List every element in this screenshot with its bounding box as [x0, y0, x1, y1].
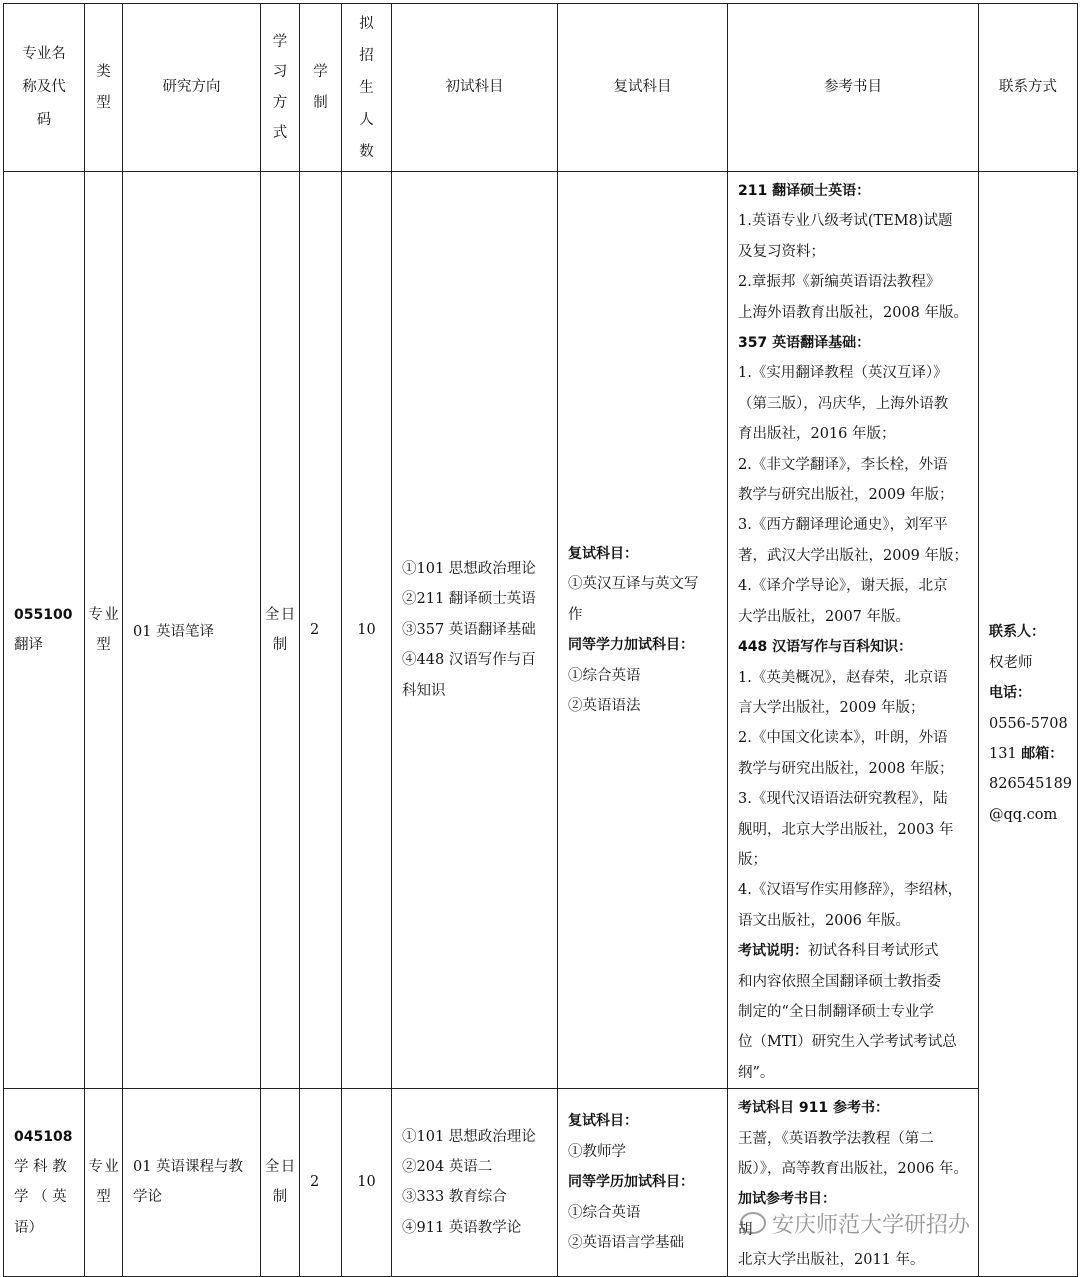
header-study-mode: 学 习 方 式: [261, 4, 300, 172]
wechat-icon: [740, 1212, 766, 1234]
retest-cell: 复试科目： ①英汉互译与英文写 作 同等学力加试科目： ①综合英语 ②英语语法: [558, 172, 728, 1089]
header-initial-exam: 初试科目: [392, 4, 558, 172]
initial-exam-cell: ①101 思想政治理论 ②204 英语二 ③333 教育综合 ④911 英语教学论: [392, 1089, 558, 1276]
watermark: 安庆师范大学研招办: [740, 1208, 970, 1239]
quota-cell: 10: [342, 1089, 392, 1276]
header-major: 专业名 称及代 码: [4, 4, 85, 172]
initial-exam-cell: ①101 思想政治理论 ②211 翻译硕士英语 ③357 英语翻译基础 ④448 汉语写作与百 科知识: [392, 172, 558, 1089]
quota-cell: 10: [342, 172, 392, 1089]
header-contact: 联系方式: [979, 4, 1078, 172]
years-cell: 2: [300, 1089, 342, 1276]
books-cell: 考试科目 911 参考书： 王蔷，《英语教学法教程（第二 版）》，高等教育出版社，2006 年。 加试参考书目： 胡 北京大学出版社，2011 年。: [728, 1089, 979, 1276]
books-cell: 211 翻译硕士英语： 1.英语专业八级考试(TEM8)试题 及复习资料； 2.章振邦《新编英语语法教程》 上海外语教育出版社，2008 年版。 357 英语翻译基础： 1.《实用翻译教程（英汉互译）》 （第三版），冯庆华，上海外语教 育出版社，2016 年版； 2.《非文学翻译》，李长栓，外语 教学与研究出版社，2009 年版； 3.《西方翻译理论通史》，刘军平 著，武汉大学出版社，2009 年版； 4.《译介学导论》，谢天振，北京 大学出版社，2007 年版。 448 汉语写作与百科知识： 1.《英美概况》，赵春荣，北京语 言大学出版社，2009 年版； 2.《中国文化读本》，叶朗，外语 教学与研究出版社，2008 年版； 3.《现代汉语语法研究教程》，陆 舰明，北京大学出版社，2003 年 版； 4.《汉语写作实用修辞》，李绍林， 语文出版社，2006 年版。 考试说明：初试各科目考试形式 和内容依照全国翻译硕士教指委 制定的“全日制翻译硕士专业学 位（MTI）研究生入学考试考试总 纲”。: [728, 172, 979, 1089]
major-cell: 045108 学 科 教 学 （ 英 语）: [4, 1089, 85, 1276]
table-row: [4, 1089, 1078, 1276]
direction-cell: 01 英语笔译: [123, 172, 261, 1089]
contact-cell: 联系人： 权老师 电话： 0556-5708 131 邮箱： 826545189 @qq.com: [979, 172, 1078, 1277]
major-cell: [4, 172, 85, 1089]
retest-cell: 复试科目： ①教师学 同等学历加试科目： ①综合英语 ②英语语言学基础: [558, 1089, 728, 1276]
major-code: 045108: [14, 1128, 73, 1145]
table-row: [4, 172, 1078, 1089]
header-books: 参考书目: [728, 4, 979, 172]
admissions-table: [3, 3, 1078, 1277]
direction-cell: 01 英语课程与教 学论: [123, 1089, 261, 1276]
header-direction: 研究方向: [123, 4, 261, 172]
header-duration: 学 制: [300, 4, 342, 172]
type-cell: 专业型: [85, 172, 123, 1089]
major-code: 055100: [14, 606, 73, 623]
mode-cell: 全日制: [261, 1089, 300, 1276]
years-cell: 2: [300, 172, 342, 1089]
header-type: 类 型: [85, 4, 123, 172]
major-name: 翻译: [14, 637, 43, 654]
type-cell: 专业型: [85, 1089, 123, 1276]
header-retest: 复试科目: [558, 4, 728, 172]
header-quota: 拟 招 生 人 数: [342, 4, 392, 172]
header-row: [4, 4, 1078, 172]
mode-cell: 全日制: [261, 172, 300, 1089]
